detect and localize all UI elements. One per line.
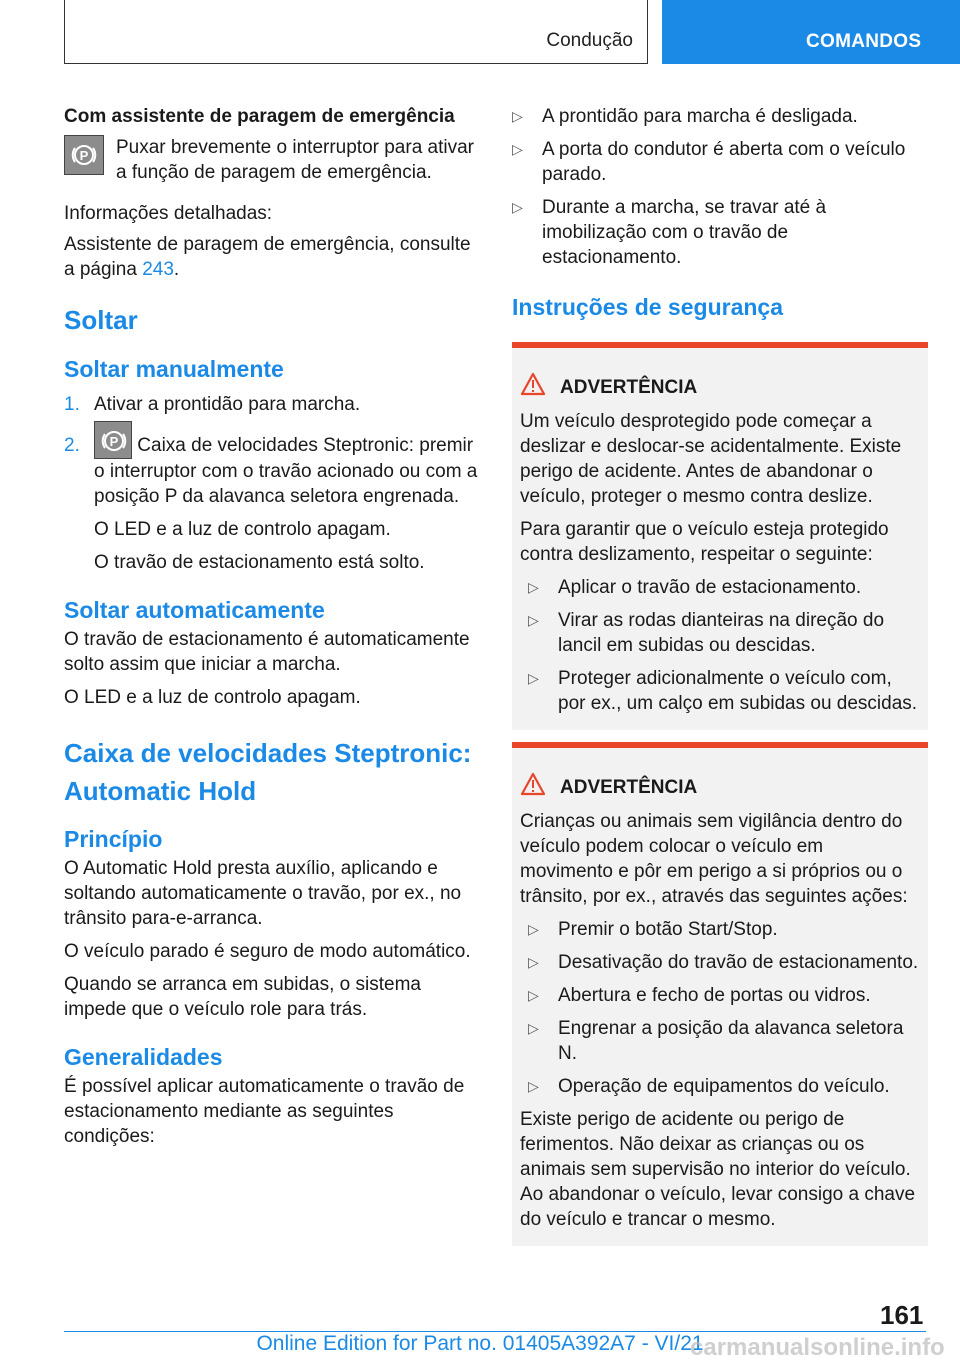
list-item: [528, 666, 920, 716]
bullet-text: Proteger adicionalmente o veículo com, por ex., um calço em subidas ou descidas.: [558, 668, 918, 714]
warning-box: [512, 342, 928, 730]
list-item: [512, 137, 928, 187]
step-note: O travão de estacionamento está solto.: [94, 552, 425, 573]
step-number: 2.: [64, 435, 80, 456]
principio-paragraph: Quando se arranca em subidas, o sistema impede que o veículo role para trás.: [64, 974, 421, 1020]
warning-triangle-icon: [520, 372, 560, 403]
step2-text: Caixa de velocidades Steptronic: premir o interruptor com o travão acionado ou com a posição P da alavanca seletora engrenada.: [94, 435, 478, 507]
info-text: [64, 232, 482, 282]
auto-paragraph: O LED e a luz de controlo apagam.: [64, 687, 361, 708]
right-column: [512, 100, 928, 1246]
bullet-triangle-icon: ▷: [528, 921, 539, 937]
bullet-text: Operação de equipamentos do veículo.: [558, 1076, 890, 1097]
warning-paragraph: Crianças ou animais sem vigilância dentro do veículo podem colocar o veículo em movimento e pôr em perigo a si próprios ou o trânsito, por ex., através das seguintes ações:: [520, 811, 908, 907]
header-chapter-tab[interactable]: [662, 0, 960, 64]
list-item: [528, 608, 920, 658]
watermark: carmanualsonline.info: [690, 1334, 945, 1361]
list-item: [528, 983, 920, 1008]
info-text-post: .: [173, 259, 180, 280]
list-item: [512, 195, 928, 270]
svg-text:P: P: [109, 434, 119, 449]
step-number: 1.: [64, 394, 80, 415]
bullet-text: Virar as rodas dianteiras na direção do lancil em subidas ou descidas.: [558, 610, 885, 656]
principio-paragraph: O Automatic Hold presta auxílio, aplicando e soltando automaticamente o travão, por ex., no trânsito para-e-arranca.: [64, 858, 462, 929]
list-item: [528, 917, 920, 942]
bullet-text: A porta do condutor é aberta com o veículo parado.: [542, 139, 906, 185]
info-page-link[interactable]: 243: [142, 259, 174, 280]
auto-paragraph: O travão de estacionamento é automaticamente solto assim que iniciar a marcha.: [64, 629, 470, 675]
general-paragraph: É possível aplicar automaticamente o travão de estacionamento mediante as seguintes condições:: [64, 1076, 465, 1147]
warning-title: [520, 772, 920, 803]
list-item: [64, 392, 482, 417]
heading-steptronic: Caixa de velocidades Steptronic: Automatic Hold: [64, 738, 472, 806]
emergency-text: Puxar brevemente o interruptor para ativar a função de paragem de emergência.: [116, 137, 475, 183]
bullet-triangle-icon: ▷: [528, 612, 539, 628]
heading-safety: Instruções de segurança: [512, 294, 783, 320]
warning-triangle-icon: [520, 772, 560, 803]
header-section: Condução: [546, 30, 633, 51]
info-text-pre: Assistente de paragem de emergência, consulte a página: [64, 234, 471, 280]
warning-title: [520, 372, 920, 403]
heading-soltar-manual: Soltar manualmente: [64, 356, 284, 382]
bullet-text: Durante a marcha, se travar até à imobilização com o travão de estacionamento.: [542, 197, 827, 268]
list-item: [528, 1074, 920, 1099]
bullet-triangle-icon: ▷: [528, 1078, 539, 1094]
step-body: [94, 433, 482, 575]
bullet-triangle-icon: ▷: [512, 141, 523, 157]
bullet-text: Premir o botão Start/Stop.: [558, 919, 778, 940]
bullet-text: A prontidão para marcha é desligada.: [542, 106, 858, 127]
warning-list: [520, 575, 920, 716]
bullet-text: Desativação do travão de estacionamento.: [558, 952, 919, 973]
list-item: [512, 104, 928, 129]
warning-paragraph: Existe perigo de acidente ou perigo de ferimentos. Não deixar as crianças ou os animais sem supervisão no interior do veículo. Ao abandonar o veículo, levar consigo a chave do veículo e trancar o mesmo.: [520, 1109, 916, 1230]
warning-paragraph: Um veículo desprotegido pode começar a deslizar e deslocar-se acidentalmente. Existe perigo de acidente. Antes de abandonar o veículo, proteger o mesmo contra deslize.: [520, 411, 902, 507]
warning-title-text: ADVERTÊNCIA: [560, 777, 698, 798]
heading-soltar-auto: Soltar automaticamente: [64, 597, 325, 623]
warning-list: [520, 917, 920, 1099]
bullet-triangle-icon: ▷: [528, 670, 539, 686]
list-item: [528, 1016, 920, 1066]
warning-paragraph: Para garantir que o veículo esteja protegido contra deslizamento, respeitar o seguinte:: [520, 519, 889, 565]
svg-text:P: P: [79, 148, 89, 163]
bullet-triangle-icon: ▷: [528, 987, 539, 1003]
step-note: O LED e a luz de controlo apagam.: [94, 519, 391, 540]
info-label: Informações detalhadas:: [64, 203, 273, 224]
page-number: 161: [880, 1300, 924, 1330]
header-chapter: COMANDOS: [806, 31, 922, 52]
list-item: [528, 575, 920, 600]
heading-principio: Princípio: [64, 826, 163, 852]
bullet-triangle-icon: ▷: [512, 199, 523, 215]
bullet-text: Engrenar a posição da alavanca seletora N.: [558, 1018, 904, 1064]
header-section-box: [64, 0, 648, 64]
step-text: [94, 433, 482, 509]
parking-brake-switch-icon: [64, 135, 104, 175]
bullet-triangle-icon: ▷: [528, 579, 539, 595]
step-text: Ativar a prontidão para marcha.: [94, 394, 361, 415]
parking-brake-switch-icon: [94, 421, 132, 459]
list-item: [64, 433, 482, 575]
list-item: [528, 950, 920, 975]
warning-title-text: ADVERTÊNCIA: [560, 377, 698, 398]
bullet-triangle-icon: ▷: [528, 1020, 539, 1036]
bullet-triangle-icon: ▷: [528, 954, 539, 970]
principio-paragraph: O veículo parado é seguro de modo automático.: [64, 941, 471, 962]
emergency-block: [64, 135, 482, 185]
left-column: [64, 100, 482, 1149]
footer-edition: Online Edition for Part no. 01405A392A7 - VI/21: [256, 1332, 704, 1355]
heading-soltar: Soltar: [64, 305, 138, 335]
emergency-title: Com assistente de paragem de emergência: [64, 106, 455, 127]
bullet-text: Abertura e fecho de portas ou vidros.: [558, 985, 871, 1006]
heading-generalidades: Generalidades: [64, 1044, 223, 1070]
bullet-triangle-icon: ▷: [512, 108, 523, 124]
warning-box: [512, 742, 928, 1246]
bullet-text: Aplicar o travão de estacionamento.: [558, 577, 862, 598]
